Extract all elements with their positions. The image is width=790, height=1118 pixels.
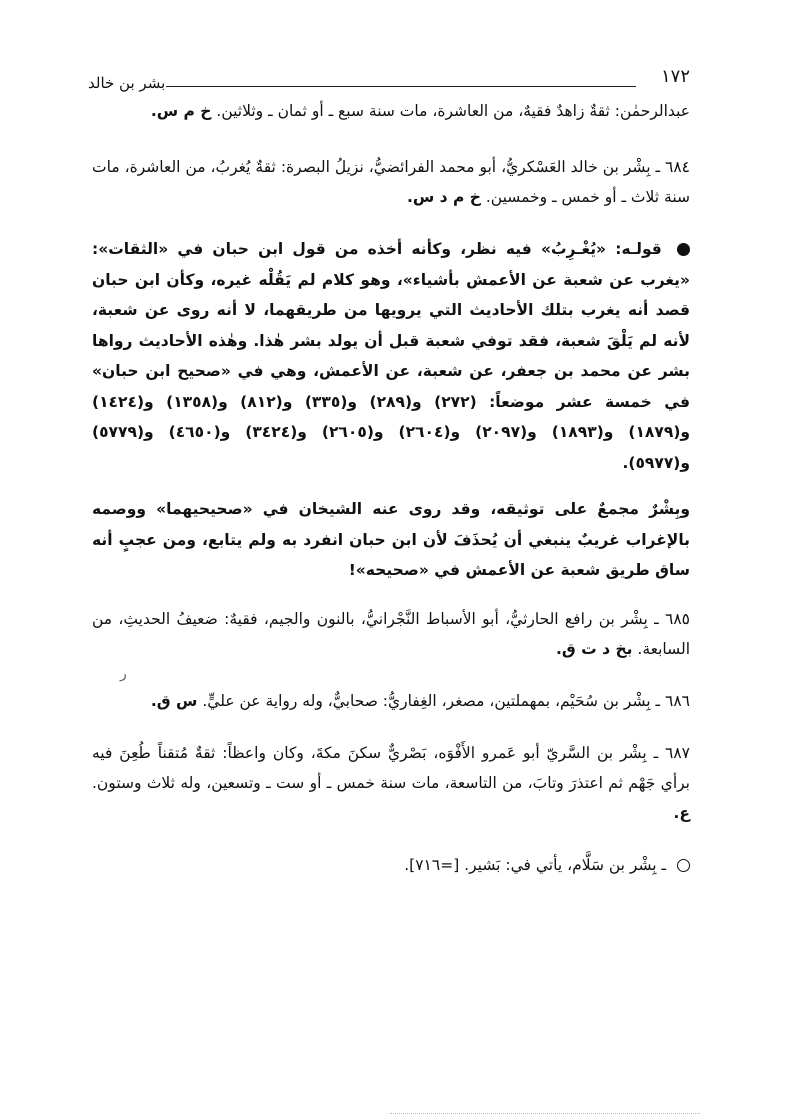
entry-name: ـ بِشْر بن رافع الحارثيُّ، xyxy=(505,609,659,628)
entry-name: ـ بِشْر بن سَلَّام، xyxy=(567,855,667,874)
header-rule xyxy=(166,86,636,87)
stray-pencil-mark: ر xyxy=(120,666,127,682)
entry-number: ٦٨٥ xyxy=(665,609,690,628)
entry-symbols: بخ د ت ق. xyxy=(555,639,633,658)
entry-684 xyxy=(92,152,690,212)
entry-name: ـ بِشْر بن خالد العَسْكريُّ، xyxy=(501,158,661,176)
commentary-lead: قولـه: «يُغْـرِبُ» xyxy=(540,240,662,258)
entry-continuation xyxy=(92,96,690,126)
entry-name: ـ بِشْر بن سُحَيْم، xyxy=(554,691,661,710)
entry-bishr-bin-sallam xyxy=(92,850,690,880)
entry-number: ٦٨٤ xyxy=(665,158,690,176)
entry-symbols: س ق. xyxy=(150,691,198,710)
entry-685 xyxy=(92,604,690,664)
entry-name: ـ بِشْر بن السَّريّ أبو عَمرو الأَفْوَه، xyxy=(433,743,659,762)
entry-symbols: خ م س. xyxy=(150,102,212,120)
entry-686 xyxy=(92,686,690,716)
hollow-circle-icon xyxy=(677,859,690,872)
entry-number: ٦٨٦ xyxy=(665,691,690,710)
filled-bullet-icon xyxy=(677,243,690,256)
scan-edge-marks xyxy=(390,1103,700,1114)
entry-text: بَصْريٌّ سكنَ مكةَ، وكان واعظاً: ثقةٌ مُتقناً طُعِنَ فيه برأي جَهْم ثم اعتذرَ وتابَ، من التاسعة، مات سنة خمس ـ أو ست ـ وتسعين، وله ثلاث وستون. xyxy=(92,743,690,792)
running-title: بشر بن خالد xyxy=(88,74,166,92)
entry-text: أبو محمد الفرائضيُّ، نزيلُ البصرة: ثقةٌ يُغربُ، من العاشرة، مات سنة ثلاث ـ أو خمس ـ وخمسين. xyxy=(92,158,690,206)
commentary-paragraph-1 xyxy=(92,234,690,478)
entry-symbols: خ م د س. xyxy=(406,188,481,206)
entry-number: ٦٨٧ xyxy=(665,743,690,762)
entry-687 xyxy=(92,738,690,828)
commentary-text: فيه نظر، وكأنه أخذه من قول ابن حبان في «الثقات»: «يغرب عن شعبة عن الأعمش بأشياء»، وهو كلام لم يَقُلْه غيره، وكأن ابن حبان قصد أنه يغرب بتلك الأحاديث التي يرويها من طريقهما، لا أنه روى عن شعبة، لأنه لم يَلْقَ شعبة، فقد توفي شعبة قبل أن يولد بشر هٰذا. وهٰذه الأحاديث رواها بشر عن محمد بن جعفر، عن شعبة، عن الأعمش، وهي في «صحيح ابن حبان» في خمسة عشر موضعاً: (٢٧٢) و(٢٨٩) و(٣٣٥) و(٨١٢) و(١٣٥٨) و(١٤٢٤) و(١٨٧٩) و(١٨٩٣) و(٢٠٩٧) و(٢٦٠٤) و(٢٦٠٥) و(٣٤٢٤) و(٤٦٥٠) و(٥٧٧٩) و(٥٩٧٧). xyxy=(92,240,691,472)
commentary-paragraph-2: وبِشْرٌ مجمعٌ على توثيقه، وقد روى عنه الشيخان في «صحيحيهما» ووصمه بالإغراب غريبٌ ينبغي أن يُحذَفَ لأن ابن حبان انفرد به ولم يتابع، ومن عجبٍ أنه ساق طريق شعبة عن الأعمش في «صحيحه»! xyxy=(92,500,690,579)
entry-text: عبدالرحمٰن: ثقةٌ زاهدٌ فقيهٌ، من العاشرة، مات سنة سبع ـ أو ثمان ـ وثلاثين. xyxy=(216,102,690,120)
entry-text: أبو الأسباط النَّجْرانيُّ، بالنون والجيم، فقيهٌ: ضعيفُ الحديثِ، من السابعة. xyxy=(92,609,690,658)
page-number: ١٧٢ xyxy=(660,66,690,87)
commentary-block xyxy=(92,234,690,586)
entry-symbols: ع. xyxy=(673,803,690,822)
page-content xyxy=(92,96,690,902)
entry-text: يأتي في: بَشير. [=٧١٦]. xyxy=(404,855,563,874)
entry-text: بمهملتين، مصغر، الغِفاريُّ: صحابيٌّ، وله رواية عن عليٍّ. xyxy=(202,691,551,710)
